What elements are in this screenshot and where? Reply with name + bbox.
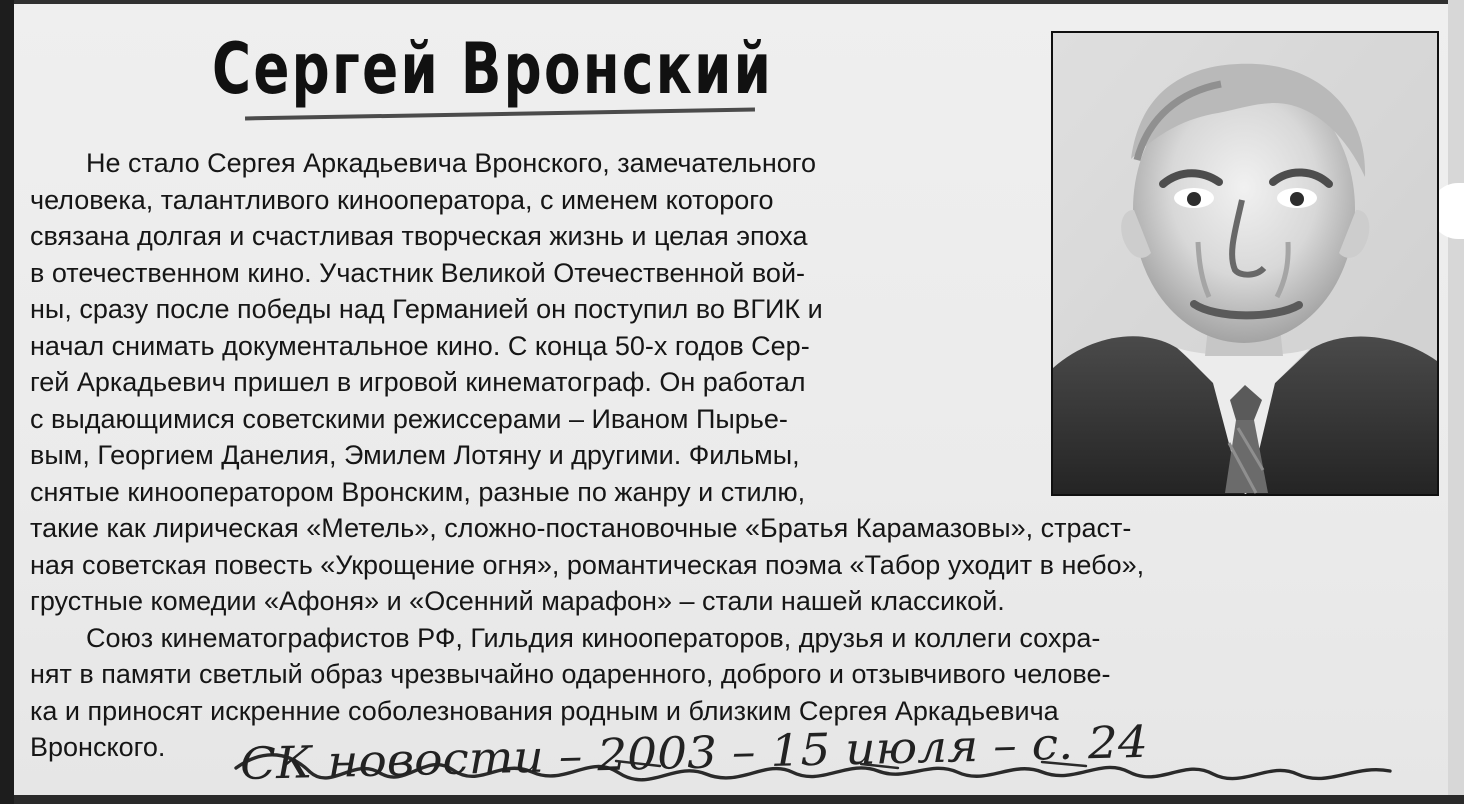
article-line: ка и приносят искренние соболезнования родным и близким Сергея Аркадьевича <box>30 695 1059 726</box>
bottom-rule <box>14 795 1464 804</box>
article-line: Союз кинематографистов РФ, Гильдия кинооператоров, друзья и коллеги сохра- <box>86 622 1101 653</box>
article-body <box>30 145 1440 766</box>
article-title: Сергей Вронский <box>212 28 774 110</box>
handwritten-note: СК новости – 2003 – 15 июля – с. 24 <box>239 716 1149 790</box>
article-line: человека, талантливого кинооператора, с именем которого <box>30 184 774 215</box>
article-line: нят в памяти светлый образ чрезвычайно одаренного, доброго и отзывчивого челове- <box>30 659 1111 689</box>
right-paper-edge <box>1448 0 1464 804</box>
article-line: связана долгая и счастливая творческая жизнь и целая эпоха <box>30 221 808 251</box>
article-line: в отечественном кино. Участник Великой Отечественной вой- <box>30 257 806 288</box>
article-line: ная советская повесть «Укрощение огня», романтическая поэма «Табор уходит в небо», <box>30 549 1145 580</box>
article-line: вым, Георгием Данелия, Эмилем Лотяну и другими. Фильмы, <box>30 440 800 470</box>
article-line: гей Аркадьевич пришел в игровой кинематограф. Он работал <box>30 367 806 397</box>
article-line: снятые кинооператором Вронским, разные по жанру и стилю, <box>30 476 806 507</box>
top-rule <box>14 0 1464 4</box>
article-line: Не стало Сергея Аркадьевича Вронского, замечательного <box>86 148 817 178</box>
left-border <box>0 0 14 804</box>
article-line: такие как лирическая «Метель», сложно-постановочные «Братья Карамазовы», страст- <box>30 513 1132 543</box>
article-line: с выдающимися советскими режиссерами – Иваном Пырье- <box>30 403 788 434</box>
handwritten-citation <box>230 716 1410 801</box>
article-line: начал снимать документальное кино. С конца 50-х годов Сер- <box>30 330 810 361</box>
article-line: грустные комедии «Афоня» и «Осенний марафон» – стали нашей классикой. <box>30 586 1005 616</box>
article-line: ны, сразу после победы над Германией он поступил во ВГИК и <box>30 294 823 324</box>
article-line: Вронского. <box>30 732 166 762</box>
